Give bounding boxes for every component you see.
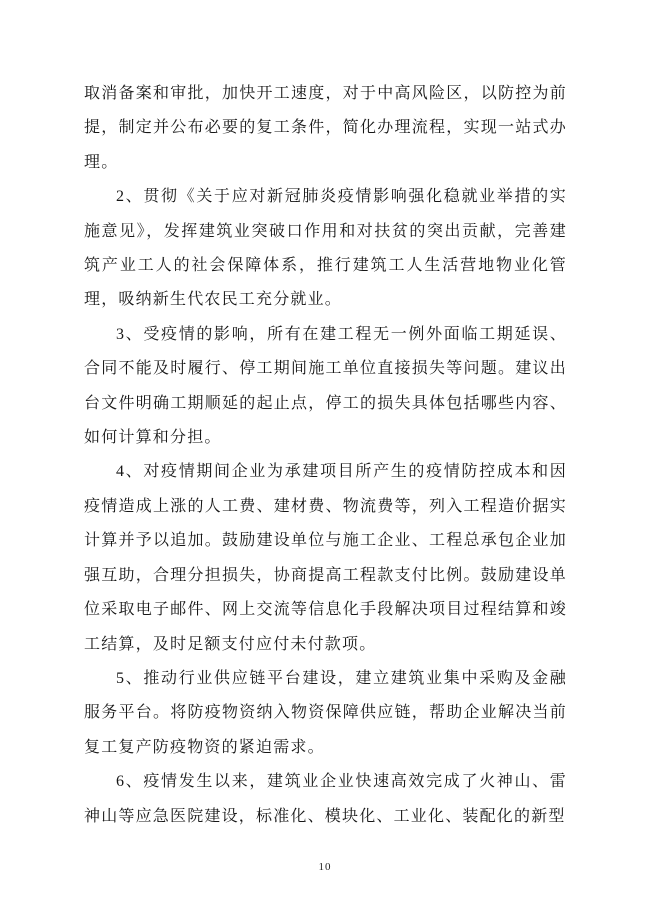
paragraph-item-2: 2、贯彻《关于应对新冠肺炎疫情影响强化稳就业举措的实施意见》，发挥建筑业突破口作用和对扶贫的突出贡献，完善建筑产业工人的社会保障体系，推行建筑工人生活营地物业化管理，吸纳新生代农民工充分就业。	[84, 188, 567, 309]
paragraph-item-3: 3、受疫情的影响，所有在建工程无一例外面临工期延误、合同不能及时履行、停工期间施工单位直接损失等问题。建议出台文件明确工期顺延的起止点，停工的损失具体包括哪些内容、如何计算和分担。	[84, 325, 567, 447]
paragraph-item-5: 5、推动行业供应链平台建设，建立建筑业集中采购及金融服务平台。将防疫物资纳入物资保障供应链，帮助企业解决当前复工复产防疫物资的紧迫需求。	[84, 669, 567, 756]
paragraph-item-4: 4、对疫情期间企业为承建项目所产生的疫情防控成本和因疫情造成上涨的人工费、建材费、物流费等，列入工程造价据实计算并予以追加。鼓励建设单位与施工企业、工程总承包企业加强互助，合理分担损失，协商提高工程款支付比例。鼓励建设单位采取电子邮件、网上交流等信息化手段解决项目过程结算和竣工结算，及时足额支付应付未付款项。	[84, 463, 567, 653]
page-number: 10	[318, 861, 332, 873]
document-body	[84, 77, 567, 834]
paragraph-item-6: 6、疫情发生以来，建筑业企业快速高效完成了火神山、雷神山等应急医院建设，标准化、模块化、工业化、装配化的新型	[84, 773, 567, 825]
paragraph-continuation: 取消备案和审批，加快开工速度，对于中高风险区，以防控为前提，制定并公布必要的复工条件，简化办理流程，实现一站式办理。	[84, 85, 567, 171]
